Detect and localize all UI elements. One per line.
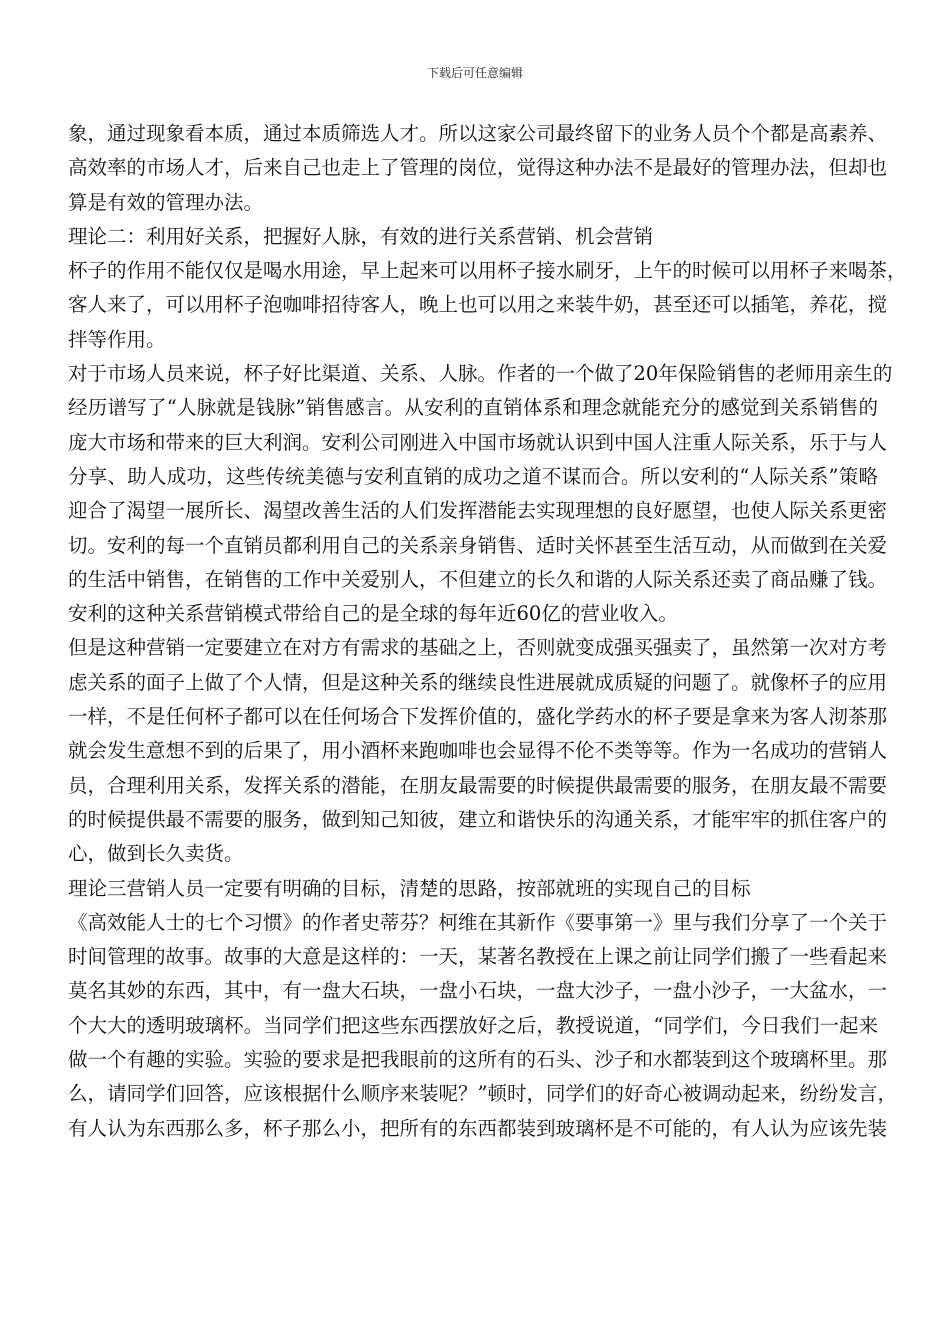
text-line: 一样，不是任何杯子都可以在任何场合下发挥价值的，盛化学药水的杯子要是拿来为客人沏茶那	[68, 705, 888, 729]
text-line: 么，请同学们回答，应该根据什么顺序来装呢？”顿时，同学们的好奇心被调动起来，纷纷发言，	[68, 1082, 897, 1106]
text-line: 算是有效的管理办法。	[68, 190, 264, 214]
text-line: 的时候提供最不需要的服务，做到知己知彼，建立和谐快乐的沟通关系，才能牢牢的抓住客户的	[68, 807, 888, 831]
text-line: 心，做到长久卖货。	[68, 842, 244, 866]
text-line: 就会发生意想不到的后果了，用小酒杯来跑咖啡也会显得不伦不类等等。作为一名成功的营销人	[68, 739, 888, 763]
text-line: 高效率的市场人才，后来自己也走上了管理的岗位，觉得这种办法不是最好的管理办法，但却也	[68, 156, 888, 180]
text-line: 莫名其妙的东西，其中，有一盘大石块，一盘小石块，一盘大沙子，一盘小沙子，一大盆水，一	[68, 979, 888, 1003]
text-line: 理论二：利用好关系，把握好人脉，有效的进行关系营销、机会营销	[68, 224, 654, 248]
text-line: 但是这种营销一定要建立在对方有需求的基础之上，否则就变成强买强卖了，虽然第一次对方考	[68, 636, 888, 660]
text-line: 客人来了，可以用杯子泡咖啡招待客人，晚上也可以用之来装牛奶，甚至还可以插笔，养花，搅	[68, 293, 888, 317]
text-line: 经历谱写了“人脉就是钱脉”销售感言。从安利的直销体系和理念就能充分的感觉到关系销售的	[68, 396, 878, 420]
text-line: 安利的这种关系营销模式带给自己的是全球的每年近60亿的营业收入。	[68, 602, 678, 626]
text-line: 个大大的透明玻璃杯。当同学们把这些东西摆放好之后，教授说道，“同学们，今日我们一起来	[68, 1013, 878, 1037]
text-line: 分享、助人成功，这些传统美德与安利直销的成功之道不谋而合。所以安利的“人际关系”策略	[68, 464, 878, 488]
text-line: 对于市场人员来说，杯子好比渠道、关系、人脉。作者的一个做了20年保险销售的老师用亲生的	[68, 362, 893, 386]
text-line: 时间管理的故事。故事的大意是这样的：一天，某著名教授在上课之前让同学们搬了一些看起来	[68, 945, 888, 969]
text-line: 拌等作用。	[68, 327, 166, 351]
text-line: 员，合理利用关系，发挥关系的潜能，在朋友最需要的时候提供最需要的服务，在朋友最不需要	[68, 773, 888, 797]
text-line: 切。安利的每一个直销员都利用自己的关系亲身销售、适时关怀甚至生活互动，从而做到在关爱	[68, 533, 888, 557]
document-body	[68, 117, 907, 1146]
text-line: 杯子的作用不能仅仅是喝水用途，早上起来可以用杯子接水刷牙，上午的时候可以用杯子来喝茶，	[68, 259, 907, 283]
text-line: 有人认为东西那么多，杯子那么小，把所有的东西都装到玻璃杯是不可能的，有人认为应该先装	[68, 1116, 888, 1140]
text-line: 迎合了渴望一展所长、渴望改善生活的人们发挥潜能去实现理想的良好愿望，也使人际关系更密	[68, 499, 888, 523]
text-line: 《高效能人士的七个习惯》的作者史蒂芬？柯维在其新作《要事第一》里与我们分享了一个关于	[68, 910, 888, 934]
text-line: 虑关系的面子上做了个人情，但是这种关系的继续良性进展就成质疑的问题了。就像杯子的应用	[68, 670, 888, 694]
text-line: 庞大市场和带来的巨大利润。安利公司刚进入中国市场就认识到中国人注重人际关系，乐于与人	[68, 430, 888, 454]
text-line: 做一个有趣的实验。实验的要求是把我眼前的这所有的石头、沙子和水都装到这个玻璃杯里。那	[68, 1048, 888, 1072]
text-line: 理论三营销人员一定要有明确的目标，清楚的思路，按部就班的实现自己的目标	[68, 876, 751, 900]
page-header: 下载后可任意编辑	[426, 66, 523, 80]
text-line: 象，通过现象看本质，通过本质筛选人才。所以这家公司最终留下的业务人员个个都是高素养、	[68, 122, 888, 145]
text-line: 的生活中销售，在销售的工作中关爱别人，不但建立的长久和谐的人际关系还卖了商品赚了钱。	[68, 567, 888, 591]
